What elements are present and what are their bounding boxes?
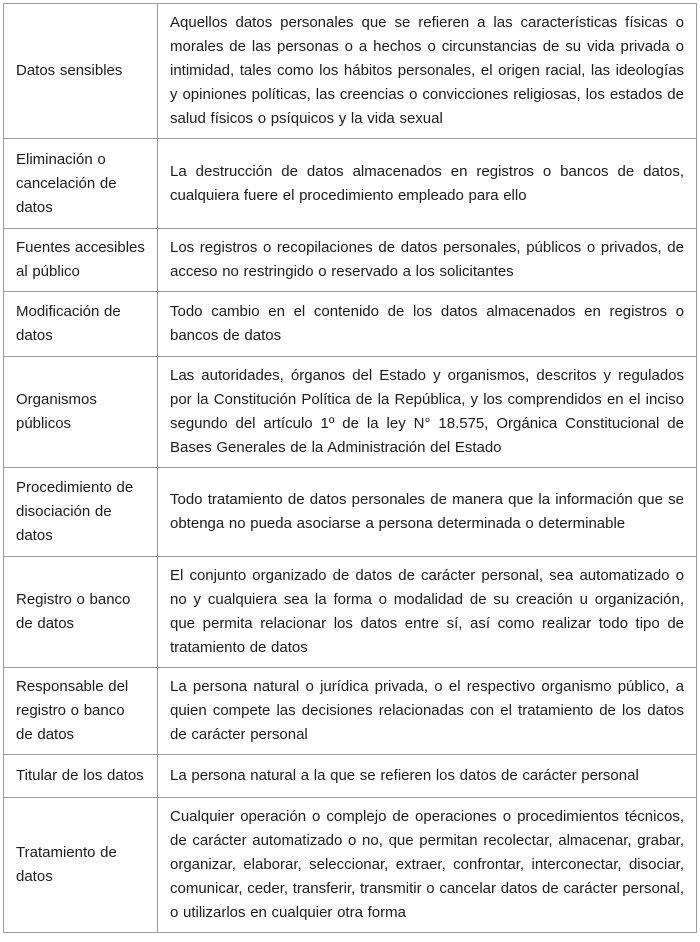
term-cell: Responsable del registro o banco de datos xyxy=(4,668,158,755)
definition-cell: La persona natural a la que se refieren los datos de carácter personal xyxy=(158,755,697,798)
table-row xyxy=(4,4,697,139)
term-cell: Titular de los datos xyxy=(4,755,158,798)
definition-cell: Todo tratamiento de datos personales de manera que la información que se obtenga no pueda asociarse a persona determinada o determinable xyxy=(158,468,697,557)
definition-cell: Aquellos datos personales que se refieren a las características físicas o morales de las personas o a hechos o circunstancias de su vida privada o intimidad, tales como los hábitos personales, el origen racial, las ideologías y opiniones políticas, las creencias o convicciones religiosas, los estados de salud físicos o psíquicos y la vida sexual xyxy=(158,4,697,139)
definition-cell: El conjunto organizado de datos de carácter personal, sea automatizado o no y cualquiera sea la forma o modalidad de su creación u organización, que permita relacionar los datos entre sí, así como realizar todo tipo de tratamiento de datos xyxy=(158,557,697,668)
definition-cell: Todo cambio en el contenido de los datos almacenados en registros o bancos de datos xyxy=(158,292,697,357)
table-row xyxy=(4,468,697,557)
term-cell: Datos sensibles xyxy=(4,4,158,139)
term-cell: Organismos públicos xyxy=(4,357,158,468)
table-row xyxy=(4,229,697,292)
table-row xyxy=(4,139,697,229)
table-row xyxy=(4,292,697,357)
definition-cell: Los registros o recopilaciones de datos personales, públicos o privados, de acceso no restringido o reservado a los solicitantes xyxy=(158,229,697,292)
definition-cell: Cualquier operación o complejo de operaciones o procedimientos técnicos, de carácter automatizado o no, que permitan recolectar, almacenar, grabar, organizar, elaborar, seleccionar, extraer, confrontar, interconectar, disociar, comunicar, ceder, transferir, transmitir o cancelar datos de carácter personal, o utilizarlos en cualquier otra forma xyxy=(158,798,697,933)
table-row xyxy=(4,798,697,933)
term-cell: Tratamiento de datos xyxy=(4,798,158,933)
term-cell: Modificación de datos xyxy=(4,292,158,357)
table-row xyxy=(4,557,697,668)
term-cell: Fuentes accesibles al público xyxy=(4,229,158,292)
table-row xyxy=(4,755,697,798)
definitions-table xyxy=(3,3,697,933)
table-row xyxy=(4,668,697,755)
table-row xyxy=(4,357,697,468)
definition-cell: La destrucción de datos almacenados en registros o bancos de datos, cualquiera fuere el procedimiento empleado para ello xyxy=(158,139,697,229)
definition-cell: La persona natural o jurídica privada, o el respectivo organismo público, a quien compete las decisiones relacionadas con el tratamiento de los datos de carácter personal xyxy=(158,668,697,755)
definition-cell: Las autoridades, órganos del Estado y organismos, descritos y regulados por la Constitución Política de la República, y los comprendidos en el inciso segundo del artículo 1º de la ley N° 18.575, Orgánica Constitucional de Bases Generales de la Administración del Estado xyxy=(158,357,697,468)
term-cell: Registro o banco de datos xyxy=(4,557,158,668)
term-cell: Eliminación o cancelación de datos xyxy=(4,139,158,229)
term-cell: Procedimiento de disociación de datos xyxy=(4,468,158,557)
